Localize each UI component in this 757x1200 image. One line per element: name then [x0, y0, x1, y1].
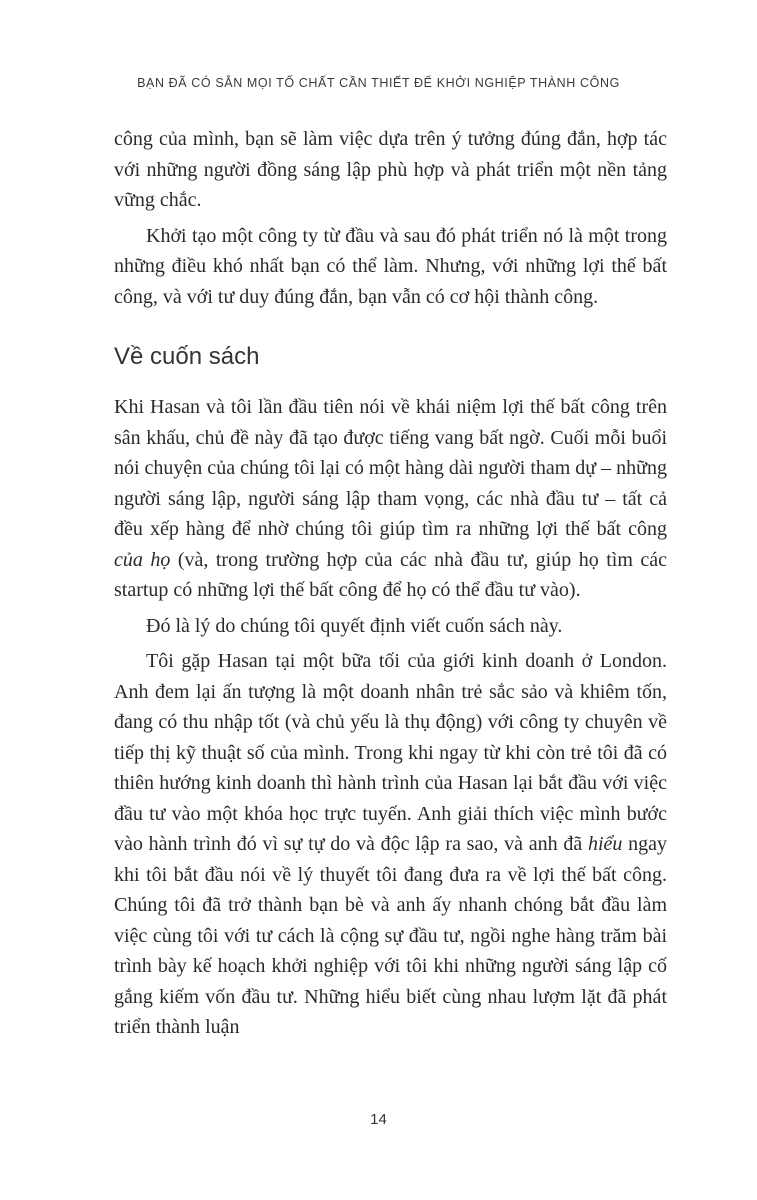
emphasis-text: hiểu	[587, 833, 623, 855]
paragraph: Khởi tạo một công ty từ đầu và sau đó phát triển nó là một trong những điều khó nhất bạn có thể làm. Nhưng, với những lợi thế bất công, và với tư duy đúng đắn, bạn vẫn có cơ hội thành công.	[114, 224, 667, 308]
emphasis-text: của họ	[114, 548, 171, 571]
section-heading: Về cuốn sách	[114, 343, 260, 370]
paragraph-meeting-hasan	[114, 646, 667, 1043]
running-header: BẠN ĐÃ CÓ SẴN MỌI TỐ CHẤT CẦN THIẾT ĐỂ KHỞI NGHIỆP THÀNH CÔNG	[137, 76, 620, 90]
paragraph-about-book	[114, 392, 667, 606]
page-number: 14	[370, 1111, 387, 1128]
paragraph-continuation: công của mình, bạn sẽ làm việc dựa trên ý tưởng đúng đắn, hợp tác với những người đồng sáng lập phù hợp và phát triển một nền tảng vững chắc.	[114, 128, 667, 211]
paragraph: Đó là lý do chúng tôi quyết định viết cuốn sách này.	[146, 614, 563, 637]
paragraph-text: (và, trong trường hợp của các nhà đầu tư, giúp họ tìm các startup có những lợi thế bất công để họ có thể đầu tư vào).	[114, 548, 667, 601]
paragraph-text: ngay khi tôi bắt đầu nói về lý thuyết tôi đang đưa ra về lợi thế bất công. Chúng tôi đã trở thành bạn bè và anh ấy nhanh chóng bắt đầu làm việc cùng tôi với tư cách là cộng sự đầu tư, ngồi nghe hàng trăm bài trình bày kế hoạch khởi nghiệp với tôi khi những người sáng lập cố gắng kiếm vốn đầu tư. Những hiểu biết cùng nhau lượm lặt đã phát triển thành luận	[114, 833, 667, 1038]
page-body	[114, 124, 667, 1048]
paragraph-text: Khi Hasan và tôi lần đầu tiên nói về khái niệm lợi thế bất công trên sân khấu, chủ đề này đã tạo được tiếng vang bất ngờ. Cuối mỗi buổi nói chuyện của chúng tôi lại có một hàng dài người tham dự – những người sáng lập, người sáng lập tham vọng, các nhà đầu tư – tất cả đều xếp hàng để nhờ chúng tôi giúp tìm ra những lợi thế bất công	[114, 396, 667, 540]
paragraph-text: Tôi gặp Hasan tại một bữa tối của giới kinh doanh ở London. Anh đem lại ấn tượng là một doanh nhân trẻ sắc sảo và khiêm tốn, đang có thu nhập tốt (và chủ yếu là thụ động) với công ty chuyên về tiếp thị kỹ thuật số của mình. Trong khi ngay từ khi còn trẻ tôi đã có thiên hướng kinh doanh thì hành trình của Hasan lại bắt đầu với việc đầu tư vào một khóa học trực tuyến. Anh giải thích việc mình bước vào hành trình đó vì sự tự do và độc lập ra sao, và anh đã	[114, 650, 667, 855]
